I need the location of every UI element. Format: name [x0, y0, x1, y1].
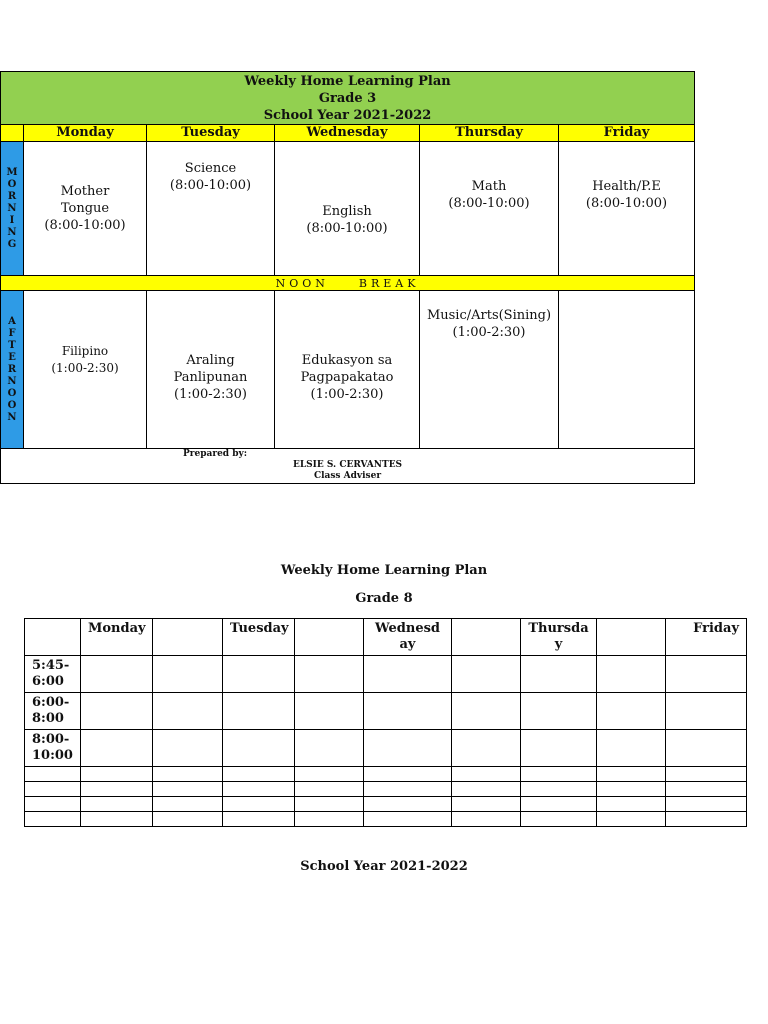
time-row: [25, 767, 747, 782]
afternoon-cell-tuesday: [147, 291, 275, 449]
schedule-cell: [153, 730, 223, 767]
day-header: Thursday: [420, 125, 559, 142]
schedule-cell: [521, 730, 597, 767]
schedule-cell: [597, 782, 666, 797]
morning-cell-friday: [559, 142, 695, 276]
schedule-cell: [81, 656, 153, 693]
time-cell: [25, 767, 81, 782]
schedule-cell: [364, 656, 452, 693]
schedule-cell: [364, 693, 452, 730]
plan-grade: Grade 3: [318, 90, 377, 106]
header-cell: [25, 619, 81, 656]
schedule-cell: [452, 656, 521, 693]
schedule-cell: [153, 782, 223, 797]
plan2-title: Weekly Home Learning Plan: [280, 563, 488, 578]
vertical-letter: O: [7, 387, 17, 399]
schedule-cell: [223, 782, 295, 797]
plan-header: [1, 72, 695, 125]
schedule-cell: [295, 812, 364, 827]
schedule-cell: [153, 693, 223, 730]
vertical-letter: R: [7, 190, 17, 202]
vertical-letter: O: [7, 399, 17, 411]
schedule-cell: [666, 767, 747, 782]
vertical-letters: [1, 167, 23, 251]
subject-time: (1:00-2:30): [174, 387, 247, 402]
subject-name: Araling Panlipunan: [173, 353, 248, 385]
time-cell: 5:45-6:00: [25, 656, 81, 693]
subject-name: English: [322, 203, 372, 219]
subject-time: (1:00-2:30): [452, 325, 526, 340]
subject-name: Health/P.E: [592, 178, 661, 194]
day-header: Monday: [24, 125, 147, 142]
subject-time: (1:00-2:30): [310, 387, 384, 402]
afternoon-cell-wednesday: [275, 291, 420, 449]
schedule-cell: [81, 730, 153, 767]
header-cell: [597, 619, 666, 656]
schedule-cell: [295, 693, 364, 730]
plan2-grade: Grade 8: [355, 591, 413, 606]
vertical-letter: N: [7, 202, 17, 214]
header-cell: Thursday: [521, 619, 597, 656]
schedule-cell: [81, 767, 153, 782]
time-cell: [25, 797, 81, 812]
subject-name: Mother Tongue: [60, 184, 110, 216]
header-row: [25, 619, 747, 656]
time-row: [25, 782, 747, 797]
subject-name: Science: [184, 161, 237, 176]
prepared-by-block: [1, 449, 695, 484]
schedule-cell: [295, 782, 364, 797]
time-row: [25, 812, 747, 827]
prepared-by-label: Prepared by:: [182, 449, 248, 459]
schedule-cell: [295, 797, 364, 812]
vertical-letter: I: [9, 214, 15, 226]
vertical-letter: E: [8, 351, 16, 363]
schedule-cell: [666, 797, 747, 812]
schedule-cell: [295, 767, 364, 782]
subject-time: (8:00-10:00): [448, 195, 530, 211]
time-row: [25, 656, 747, 693]
afternoon-cell-thursday: [420, 291, 559, 449]
schedule-cell: [364, 812, 452, 827]
time-cell: 6:00-8:00: [25, 693, 81, 730]
schedule-cell: [81, 693, 153, 730]
schedule-cell: [295, 730, 364, 767]
schedule-cell: [364, 767, 452, 782]
schedule-cell: [81, 782, 153, 797]
schedule-cell: [666, 782, 747, 797]
header-cell: Friday: [666, 619, 747, 656]
plan-school-year: School Year 2021-2022: [263, 107, 432, 123]
subject-name: Filipino: [61, 343, 109, 358]
schedule-cell: [81, 797, 153, 812]
schedule-cell: [153, 767, 223, 782]
header-cell: Monday: [81, 619, 153, 656]
morning-cell-wednesday: [275, 142, 420, 276]
vertical-letter: O: [7, 178, 17, 190]
subject-time: (1:00-2:30): [51, 360, 119, 375]
corner-cell: [1, 125, 24, 142]
schedule-cell: [597, 730, 666, 767]
vertical-letter: T: [8, 339, 16, 351]
noon-break-bar: NOON BREAK: [1, 276, 695, 291]
time-cell: 8:00-10:00: [25, 730, 81, 767]
schedule-cell: [452, 797, 521, 812]
schedule-cell: [521, 797, 597, 812]
schedule-cell: [153, 797, 223, 812]
subject-time: (8:00-10:00): [169, 178, 252, 193]
schedule-cell: [521, 782, 597, 797]
schedule-cell: [364, 730, 452, 767]
time-row: [25, 693, 747, 730]
schedule-cell: [521, 767, 597, 782]
header-cell: [295, 619, 364, 656]
grade8-plan-table: [24, 618, 747, 827]
afternoon-cell-monday: [24, 291, 147, 449]
schedule-cell: [666, 693, 747, 730]
vertical-letter: N: [7, 226, 17, 238]
header-cell: Wednesday: [364, 619, 452, 656]
time-cell: [25, 812, 81, 827]
vertical-letter: F: [8, 327, 16, 339]
schedule-cell: [452, 730, 521, 767]
schedule-cell: [223, 656, 295, 693]
time-row: [25, 730, 747, 767]
vertical-letter: R: [7, 363, 17, 375]
subject-name: Math: [471, 178, 507, 194]
header-cell: [153, 619, 223, 656]
time-cell: [25, 782, 81, 797]
schedule-cell: [223, 767, 295, 782]
schedule-cell: [153, 656, 223, 693]
schedule-cell: [597, 797, 666, 812]
subject-name: Music/Arts(Sining): [426, 308, 552, 323]
subject-time: (8:00-10:00): [44, 218, 126, 233]
schedule-cell: [597, 812, 666, 827]
schedule-cell: [666, 730, 747, 767]
subject-time: (8:00-10:00): [306, 220, 388, 236]
plan-title: Weekly Home Learning Plan: [244, 73, 451, 89]
schedule-cell: [452, 782, 521, 797]
schedule-cell: [364, 797, 452, 812]
schedule-cell: [597, 656, 666, 693]
vertical-letter: N: [7, 411, 17, 423]
subject-name: Edukasyon sa Pagpapakatao: [300, 353, 394, 385]
vertical-letter: M: [6, 166, 18, 178]
schedule-cell: [521, 812, 597, 827]
schedule-cell: [452, 767, 521, 782]
schedule-cell: [153, 812, 223, 827]
vertical-letter: G: [7, 238, 17, 250]
schedule-cell: [223, 693, 295, 730]
morning-label: [1, 142, 24, 276]
header-cell: Tuesday: [223, 619, 295, 656]
morning-cell-thursday: [420, 142, 559, 276]
morning-cell-monday: [24, 142, 147, 276]
schedule-cell: [452, 812, 521, 827]
adviser-name: ELSIE S. CERVANTES: [292, 460, 403, 470]
schedule-cell: [223, 812, 295, 827]
schedule-cell: [223, 797, 295, 812]
schedule-cell: [452, 693, 521, 730]
afternoon-label: [1, 291, 24, 449]
schedule-cell: [597, 767, 666, 782]
grade3-plan-table: [0, 71, 695, 484]
schedule-cell: [521, 656, 597, 693]
time-row: [25, 797, 747, 812]
header-cell: [452, 619, 521, 656]
schedule-cell: [223, 730, 295, 767]
schedule-cell: [666, 812, 747, 827]
schedule-cell: [521, 693, 597, 730]
schedule-cell: [597, 693, 666, 730]
subject-time: (8:00-10:00): [585, 195, 668, 211]
afternoon-cell-friday: [559, 291, 695, 449]
adviser-role: Class Adviser: [313, 471, 382, 481]
vertical-letter: A: [8, 315, 16, 327]
schedule-cell: [81, 812, 153, 827]
morning-cell-tuesday: [147, 142, 275, 276]
vertical-letter: N: [7, 375, 17, 387]
day-header: Wednesday: [275, 125, 420, 142]
schedule-cell: [295, 656, 364, 693]
day-header: Friday: [559, 125, 695, 142]
schedule-cell: [666, 656, 747, 693]
vertical-letters: [1, 316, 23, 424]
plan2-school-year: School Year 2021-2022: [300, 859, 468, 874]
schedule-cell: [364, 782, 452, 797]
day-header: Tuesday: [147, 125, 275, 142]
